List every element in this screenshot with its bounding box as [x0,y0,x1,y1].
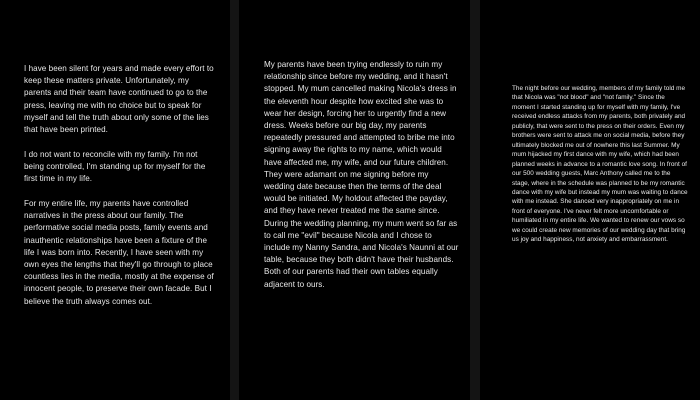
statement-panel-right [480,0,700,400]
paragraph: I have been silent for years and made every effort to keep these matters private. Unfortunately, my parents and their team have continued to go to the press, leaving me with no choice but to speak for myself and tell the truth about only some of the lies that have been printed. [24,64,214,135]
paragraph: For my entire life, my parents have controlled narratives in the press about our family. The performative social media posts, family events and inauthentic relationships have been a fixture of the life I was born into. Recently, I have seen with my own eyes the lengths that they'll go through to place countless lies in the media, mostly at the expense of innocent people, to preserve their own facade. But I believe the truth always comes out. [24,199,214,306]
paragraph: I do not want to reconcile with my family. I'm not being controlled, I'm standing up for myself for the first time in my life. [24,149,206,184]
statement-text-left [24,63,216,320]
paragraph: My parents have been trying endlessly to ruin my relationship since before my wedding, and it hasn't stopped. My mum cancelled making Nicola's dress in the eleventh hour despite how excited she was to wear her design, forcing her to urgently find a new dress. Weeks before our big day, my parents repeatedly pressured and attempted to bribe me into signing away the rights to my name, which would have affected me, my wife, and our future children. They were adamant on me signing before my wedding date because then the terms of the deal would be initiated. My holdout affected the payday, and they have never treated me the same since. During the wedding planning, my mum went so far as to call me "evil" because Nicola and I chose to include my Nanny Sandra, and Nicola's Naunni at our table, because they both didn't have their husbands. Both of our parents had their own tables equally adjacent to ours. [264,60,459,289]
statement-panel-left [0,0,230,400]
statement-text-right [512,84,688,245]
statement-text-middle [264,59,460,291]
paragraph: The night before our wedding, members of my family told me that Nicola was "not blood" and "not family." Since the moment I started standing up for myself with my family, I've received endless attacks from my parents, both privately and publicly, that were sent to the press on their orders. Even my brothers were sent to attack me on social media, before they ultimately blocked me out of nowhere this last Summer. My mum hijacked my first dance with my wife, which had been planned weeks in advance to a romantic love song. In front of our 500 wedding guests, Marc Anthony called me to the stage, where in the schedule was planned to be my romantic dance with my wife but instead my mum was waiting to dance with me instead. She danced very inappropriately on me in front of everyone. I've never felt more uncomfortable or humiliated in my entire life. We wanted to renew our vows so we could create new memories of our wedding day that bring us joy and happiness, not anxiety and embarrassment. [512,85,688,244]
statement-panel-middle [239,0,470,400]
